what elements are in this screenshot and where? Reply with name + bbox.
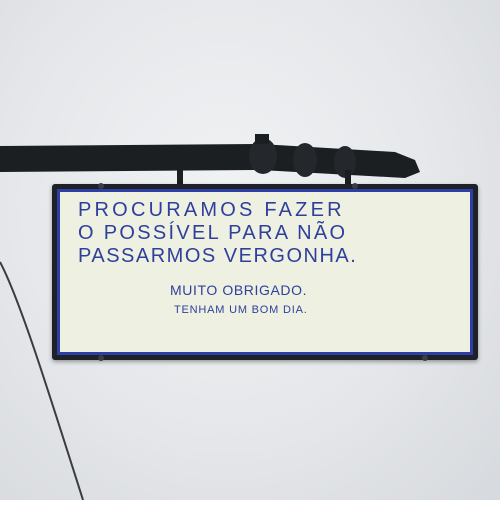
bolt-icon bbox=[352, 183, 358, 189]
sign-text-line-4: MUITO OBRIGADO. bbox=[170, 282, 308, 298]
sign-text-line-1: PROCURAMOS FAZER bbox=[78, 199, 345, 221]
bolt-icon bbox=[98, 355, 104, 361]
sign-text-line-5: TENHAM UM BOM DIA. bbox=[174, 304, 308, 316]
sign-text-line-2: O POSSÍVEL PARA NÃO bbox=[78, 222, 348, 244]
bottom-strip bbox=[0, 500, 500, 520]
sign-text-line-3: PASSARMOS VERGONHA. bbox=[78, 245, 358, 267]
sign-board bbox=[52, 184, 478, 360]
bolt-icon bbox=[98, 183, 104, 189]
bolt-icon bbox=[422, 355, 428, 361]
